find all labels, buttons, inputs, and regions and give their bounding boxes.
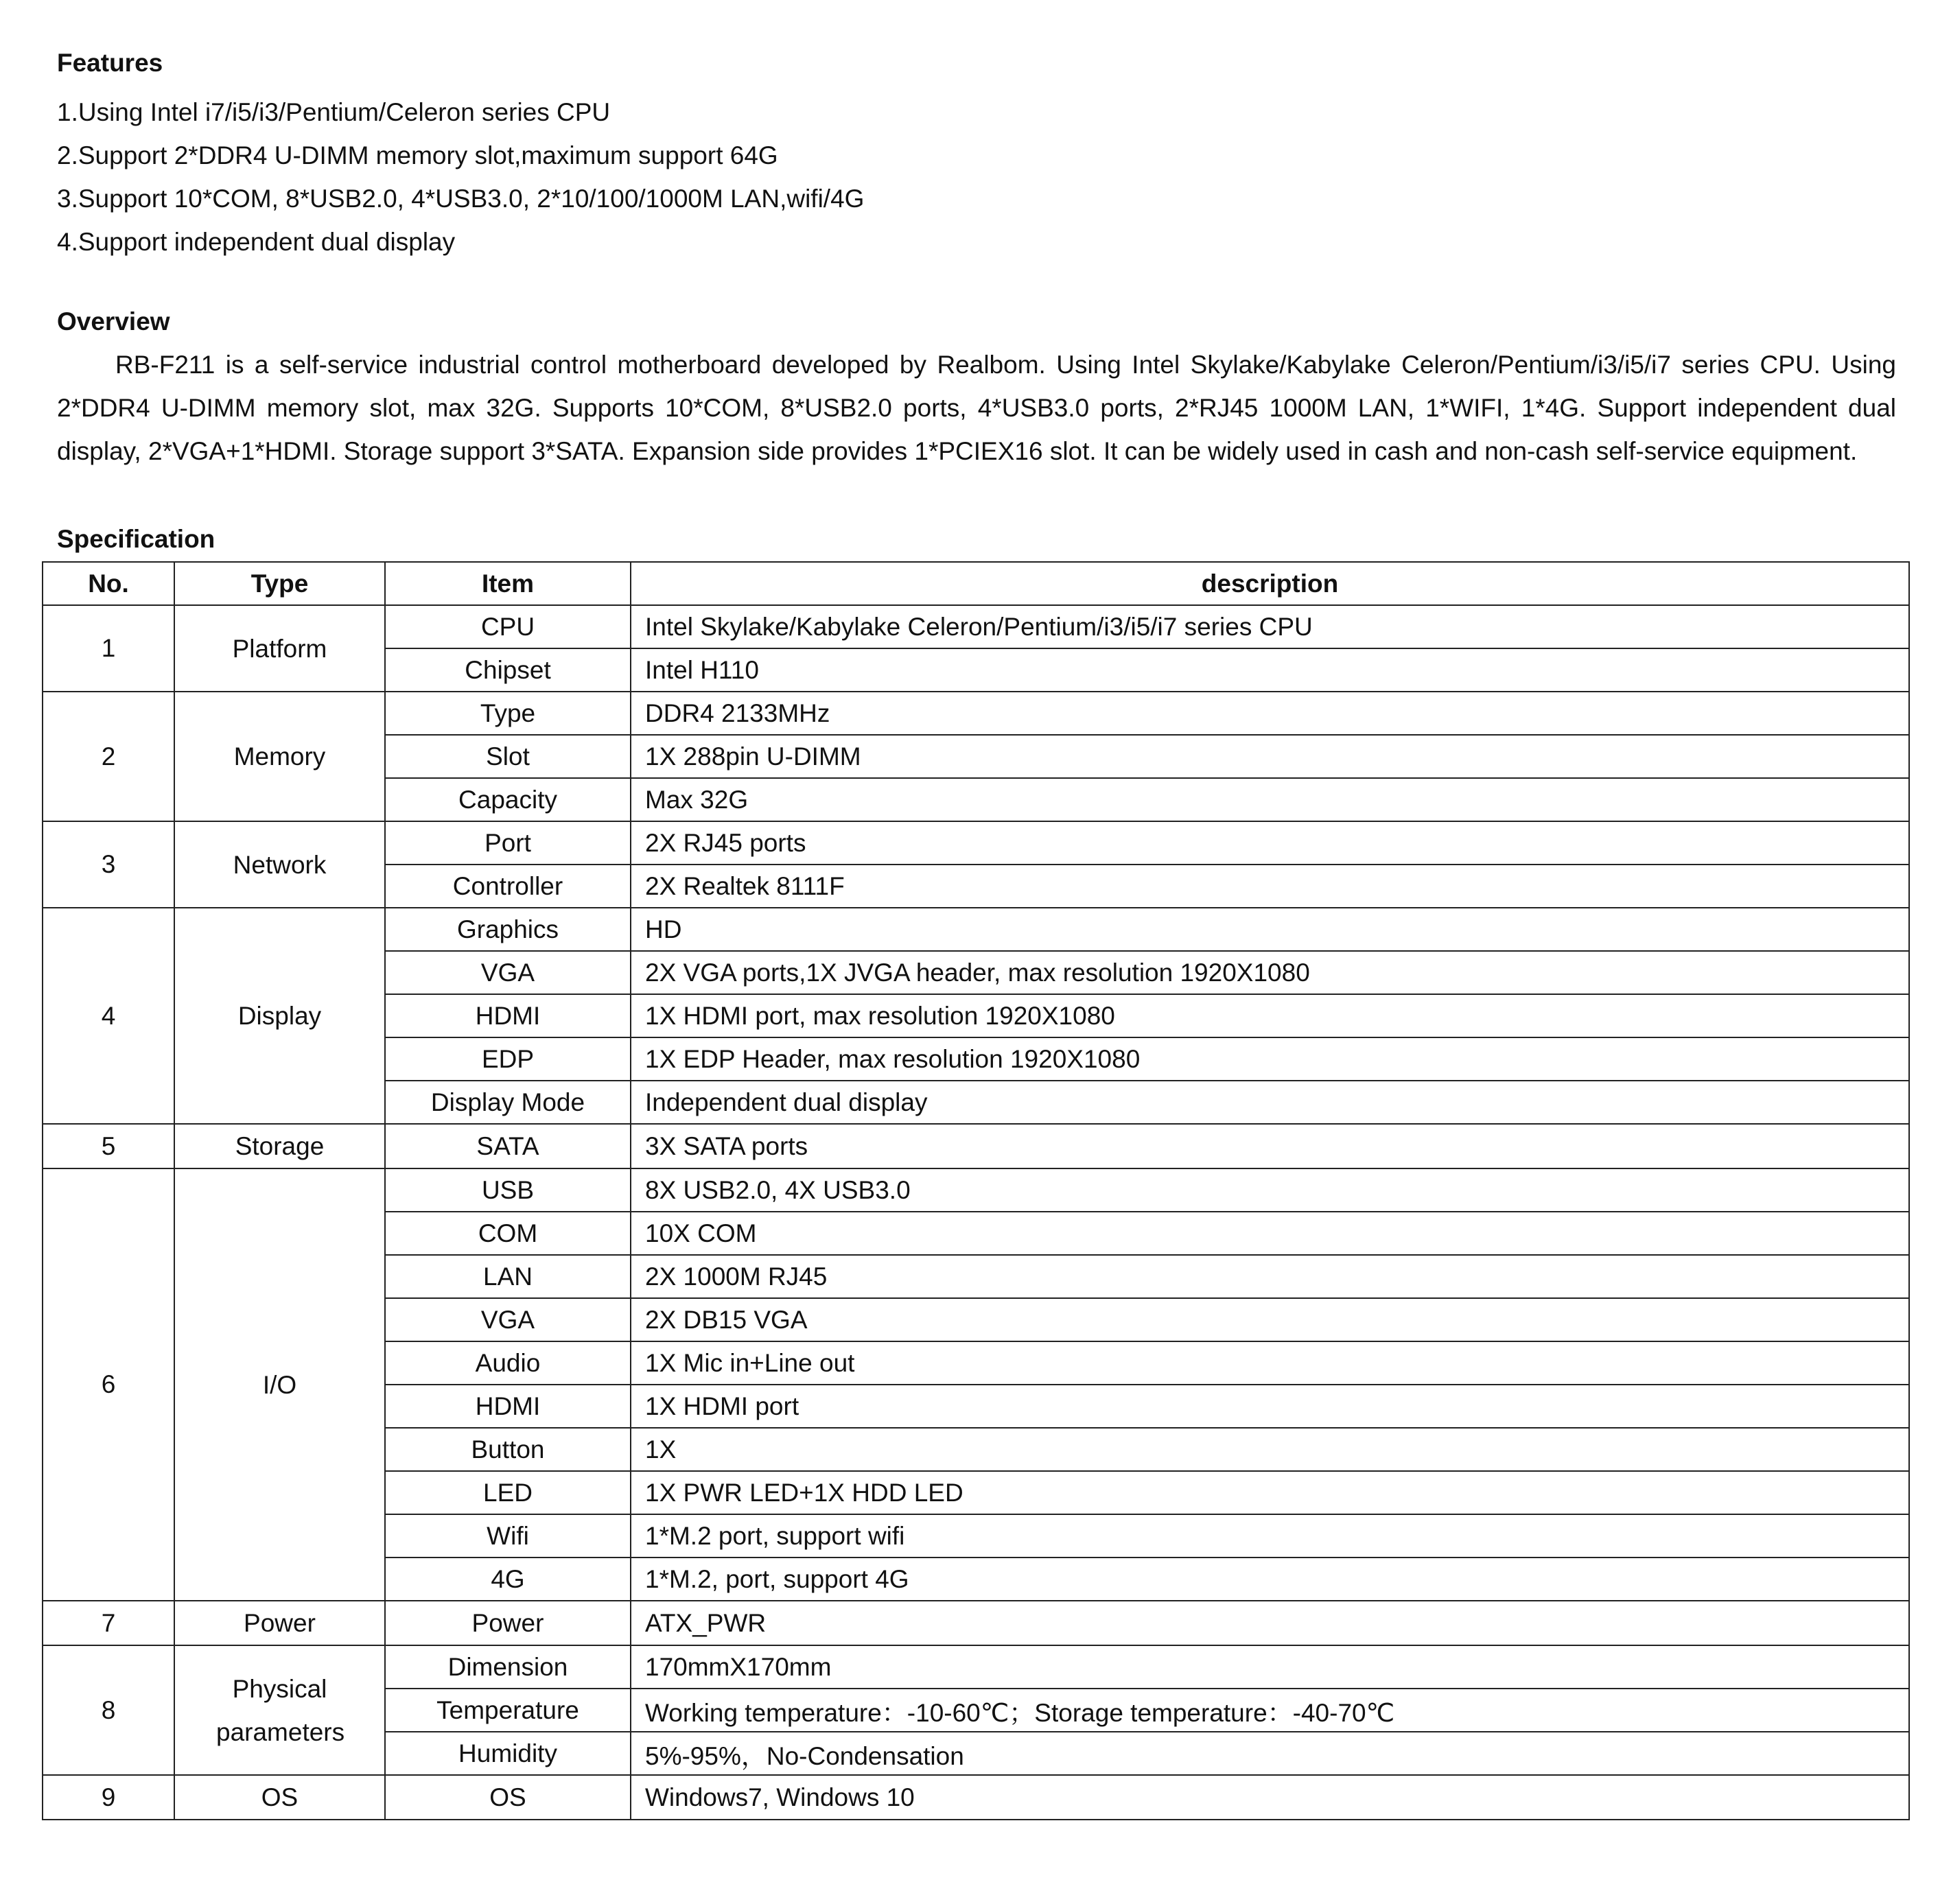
description-cell: 10X COM xyxy=(631,1212,1909,1255)
description-cell: 5%-95%，No-Condensation xyxy=(631,1732,1909,1775)
overview-heading: Overview xyxy=(57,307,170,336)
description-cell: 1X xyxy=(631,1428,1909,1471)
description-cell: 8X USB2.0, 4X USB3.0 xyxy=(631,1168,1909,1212)
item-cell: EDP xyxy=(385,1037,631,1081)
description-cell: 1*M.2 port, support wifi xyxy=(631,1514,1909,1558)
description-cell: 1X EDP Header, max resolution 1920X1080 xyxy=(631,1037,1909,1081)
type-cell: Network xyxy=(174,821,385,908)
item-cell: VGA xyxy=(385,1298,631,1341)
type-cell: Power xyxy=(174,1601,385,1645)
row-number-cell: 8 xyxy=(43,1645,174,1775)
feature-item: 1.Using Intel i7/i5/i3/Pentium/Celeron series CPU xyxy=(57,98,611,126)
item-cell: Dimension xyxy=(385,1645,631,1689)
item-cell: CPU xyxy=(385,605,631,648)
item-cell: Chipset xyxy=(385,648,631,692)
table-row xyxy=(43,908,1909,951)
description-cell: 170mmX170mm xyxy=(631,1645,1909,1689)
row-number-cell: 4 xyxy=(43,908,174,1124)
overview-paragraph: RB-F211 is a self-service industrial control motherboard developed by Realbom. Using Intel Skylake/Kabylake Celeron/Pentium/i3/i5/i7 series CPU. Using 2*DDR4 U-DIMM memory slot, max 32G. Supports 10*COM, 8*USB2.0 ports, 4*USB3.0 ports, 2*RJ45 1000M LAN, 1*WIFI, 1*4G. Support independent dual display, 2*VGA+1*HDMI. Storage support 3*SATA. Expansion side provides 1*PCIEX16 slot. It can be widely used in cash and non-cash self-service equipment. xyxy=(57,351,1896,465)
column-header-type: Type xyxy=(174,562,385,605)
row-number-cell: 2 xyxy=(43,692,174,821)
description-cell: Intel Skylake/Kabylake Celeron/Pentium/i3/i5/i7 series CPU xyxy=(631,605,1909,648)
description-cell: 2X 1000M RJ45 xyxy=(631,1255,1909,1298)
item-cell: Power xyxy=(385,1601,631,1645)
item-cell: Display Mode xyxy=(385,1081,631,1124)
column-header-description: description xyxy=(631,562,1909,605)
type-cell: Display xyxy=(174,908,385,1124)
item-cell: Temperature xyxy=(385,1689,631,1732)
table-row xyxy=(43,1775,1909,1820)
type-cell: Storage xyxy=(174,1124,385,1168)
item-cell: 4G xyxy=(385,1558,631,1601)
table-row xyxy=(43,1168,1909,1212)
description-cell: 2X Realtek 8111F xyxy=(631,865,1909,908)
row-number-cell: 9 xyxy=(43,1775,174,1820)
item-cell: Slot xyxy=(385,735,631,778)
item-cell: Type xyxy=(385,692,631,735)
item-cell: VGA xyxy=(385,951,631,994)
description-cell: 2X DB15 VGA xyxy=(631,1298,1909,1341)
description-cell: Max 32G xyxy=(631,778,1909,821)
specification-heading: Specification xyxy=(57,525,215,553)
description-cell: Independent dual display xyxy=(631,1081,1909,1124)
item-cell: Humidity xyxy=(385,1732,631,1775)
table-row xyxy=(43,1645,1909,1689)
column-header-no: No. xyxy=(43,562,174,605)
feature-item: 3.Support 10*COM, 8*USB2.0, 4*USB3.0, 2*10/100/1000M LAN,wifi/4G xyxy=(57,185,865,213)
description-cell: 1*M.2, port, support 4G xyxy=(631,1558,1909,1601)
description-cell: 2X RJ45 ports xyxy=(631,821,1909,865)
item-cell: SATA xyxy=(385,1124,631,1168)
description-cell: DDR4 2133MHz xyxy=(631,692,1909,735)
item-cell: OS xyxy=(385,1775,631,1820)
specification-table xyxy=(42,561,1910,1820)
row-number-cell: 6 xyxy=(43,1168,174,1601)
table-row xyxy=(43,821,1909,865)
item-cell: Controller xyxy=(385,865,631,908)
column-header-item: Item xyxy=(385,562,631,605)
specification-table-body xyxy=(43,605,1909,1820)
item-cell: HDMI xyxy=(385,1385,631,1428)
features-heading: Features xyxy=(57,49,163,77)
table-row xyxy=(43,1601,1909,1645)
table-row xyxy=(43,1124,1909,1168)
item-cell: Port xyxy=(385,821,631,865)
row-number-cell: 7 xyxy=(43,1601,174,1645)
item-cell: Audio xyxy=(385,1341,631,1385)
description-cell: ATX_PWR xyxy=(631,1601,1909,1645)
description-cell: 1X 288pin U-DIMM xyxy=(631,735,1909,778)
table-row xyxy=(43,692,1909,735)
description-cell: 3X SATA ports xyxy=(631,1124,1909,1168)
description-cell: 1X HDMI port xyxy=(631,1385,1909,1428)
feature-item: 4.Support independent dual display xyxy=(57,228,456,256)
description-cell: HD xyxy=(631,908,1909,951)
table-header-row xyxy=(43,562,1909,605)
item-cell: Wifi xyxy=(385,1514,631,1558)
row-number-cell: 5 xyxy=(43,1124,174,1168)
item-cell: LAN xyxy=(385,1255,631,1298)
type-cell: I/O xyxy=(174,1168,385,1601)
table-row xyxy=(43,605,1909,648)
item-cell: Graphics xyxy=(385,908,631,951)
item-cell: Capacity xyxy=(385,778,631,821)
description-cell: 2X VGA ports,1X JVGA header, max resolution 1920X1080 xyxy=(631,951,1909,994)
features-list xyxy=(57,91,864,263)
description-cell: 1X HDMI port, max resolution 1920X1080 xyxy=(631,994,1909,1037)
item-cell: COM xyxy=(385,1212,631,1255)
description-cell: 1X Mic in+Line out xyxy=(631,1341,1909,1385)
row-number-cell: 1 xyxy=(43,605,174,692)
type-cell: Memory xyxy=(174,692,385,821)
row-number-cell: 3 xyxy=(43,821,174,908)
type-cell: Physical parameters xyxy=(174,1645,385,1775)
feature-item: 2.Support 2*DDR4 U-DIMM memory slot,maximum support 64G xyxy=(57,141,778,169)
item-cell: Button xyxy=(385,1428,631,1471)
item-cell: USB xyxy=(385,1168,631,1212)
description-cell: 1X PWR LED+1X HDD LED xyxy=(631,1471,1909,1514)
description-cell: Windows7, Windows 10 xyxy=(631,1775,1909,1820)
description-cell: Working temperature：-10-60℃；Storage temperature：-40-70℃ xyxy=(631,1689,1909,1732)
item-cell: HDMI xyxy=(385,994,631,1037)
type-cell: Platform xyxy=(174,605,385,692)
item-cell: LED xyxy=(385,1471,631,1514)
description-cell: Intel H110 xyxy=(631,648,1909,692)
type-cell: OS xyxy=(174,1775,385,1820)
